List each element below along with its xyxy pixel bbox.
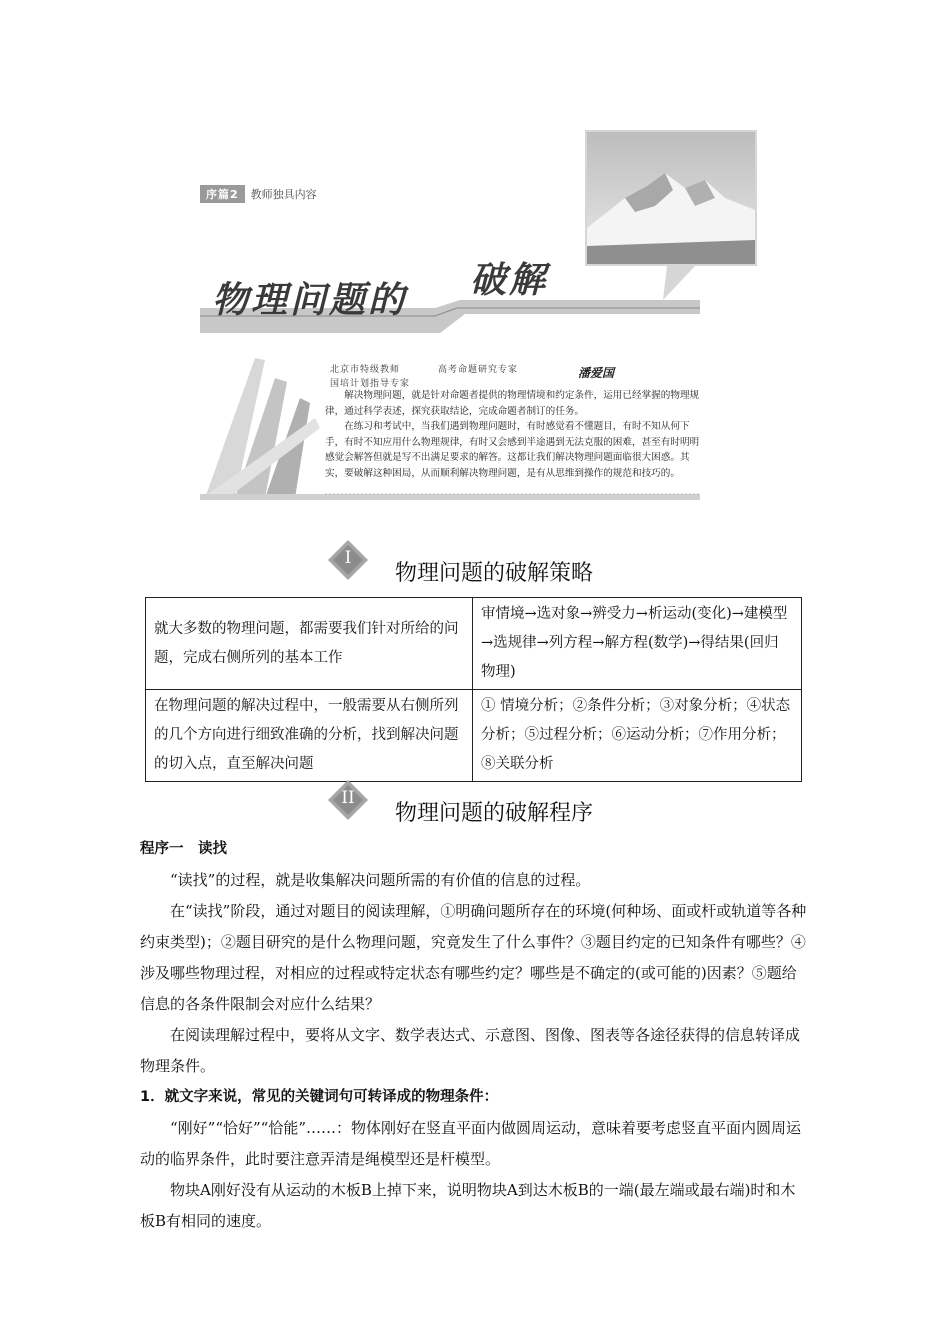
paragraph: 在“读找”阶段，通过对题目的阅读理解，①明确问题所存在的环境(何种场、面或杆或轨道等各种约束类型)；②题目研究的是什么物理问题，究竟发生了什么事件？③题目约定的已知条件有哪些？④涉及哪些物理过程，对相应的过程或特定状态有哪些约定？哪些是不确定的(或可能的)因素？⑤题给信息的各条件限制会对应什么结果？ [140, 902, 807, 1013]
table-cell: ① 情境分析；②条件分析；③对象分析；④状态分析；⑤过程分析；⑥运动分析；⑦作用分析；⑧关联分析 [473, 690, 802, 782]
procedure-heading: 程序一 读找 [140, 841, 227, 857]
intro-paragraph: 在练习和考试中，当我们遇到物理问题时，有时感觉看不懂题目，有时不知从何下手，有时不知应用什么物理规律，有时又会感到半途遇到无法克服的困难，甚至有时明明感觉会解答但就是写不出满足要求的解答。这都让我们解决物理问题面临很大困惑。其实，要破解这种困局，从而顺利解决物理问题，是有从思维到操作的规范和技巧的。 [325, 421, 700, 479]
paragraph: 物块A刚好没有从运动的木板B上掉下来，说明物块A到达木板B的一端(最左端或最右端)时和木板B有相同的速度。 [140, 1181, 796, 1230]
section-tag [200, 185, 317, 203]
author-name: 潘爱国 [578, 366, 615, 380]
table-cell: 在物理问题的解决过程中，一般需要从右侧所列的几个方向进行细致准确的分析，找到解决问题的切入点，直至解决问题 [146, 690, 473, 782]
title-part1: 物理问题的 [212, 280, 408, 321]
table-cell: 审情境→选对象→辨受力→析运动(变化)→建模型→选规律→列方程→解方程(数学)→得结果(回归物理) [473, 598, 802, 690]
paragraph: 在阅读理解过程中，要将从文字、数学表达式、示意图、图像、图表等各途径获得的信息转译成物理条件。 [140, 1026, 801, 1075]
title-part2: 破解 [470, 260, 549, 301]
strategy-table [145, 597, 802, 782]
intro-text [325, 388, 705, 481]
item-heading: 1．就文字来说，常见的关键词句可转译成的物理条件： [140, 1089, 499, 1105]
tag-label: 序篇2 [200, 185, 245, 203]
author-title-2: 高考命题研究专家 [438, 365, 519, 375]
paragraph: “刚好”“恰好”“恰能”……：物体刚好在竖直平面内做圆周运动，意味着要考虑竖直平面内圆周运动的临界条件，此时要注意弄清是绳模型还是杆模型。 [140, 1119, 802, 1168]
paragraph: “读找”的过程，就是收集解决问题所需的有价值的信息的过程。 [170, 871, 591, 889]
table-row [146, 598, 802, 690]
table-cell: 就大多数的物理问题，都需要我们针对所给的问题，完成右侧所列的基本工作 [146, 598, 473, 690]
tag-text: 教师独具内容 [250, 188, 317, 201]
section-title: 物理问题的破解程序 [395, 801, 594, 826]
body-content [140, 834, 810, 1237]
author-title-1: 北京市特级教师 [330, 365, 401, 375]
author-title-3: 国培计划指导专家 [330, 379, 411, 389]
section-numeral: II [341, 788, 355, 808]
section-title: 物理问题的破解策略 [395, 561, 594, 586]
section-numeral: I [344, 548, 352, 568]
table-row [146, 690, 802, 782]
intro-paragraph: 解决物理问题，就是针对命题者提供的物理情境和约定条件，运用已经掌握的物理规律，通过科学表述，探究获取结论，完成命题者制订的任务。 [325, 390, 700, 417]
